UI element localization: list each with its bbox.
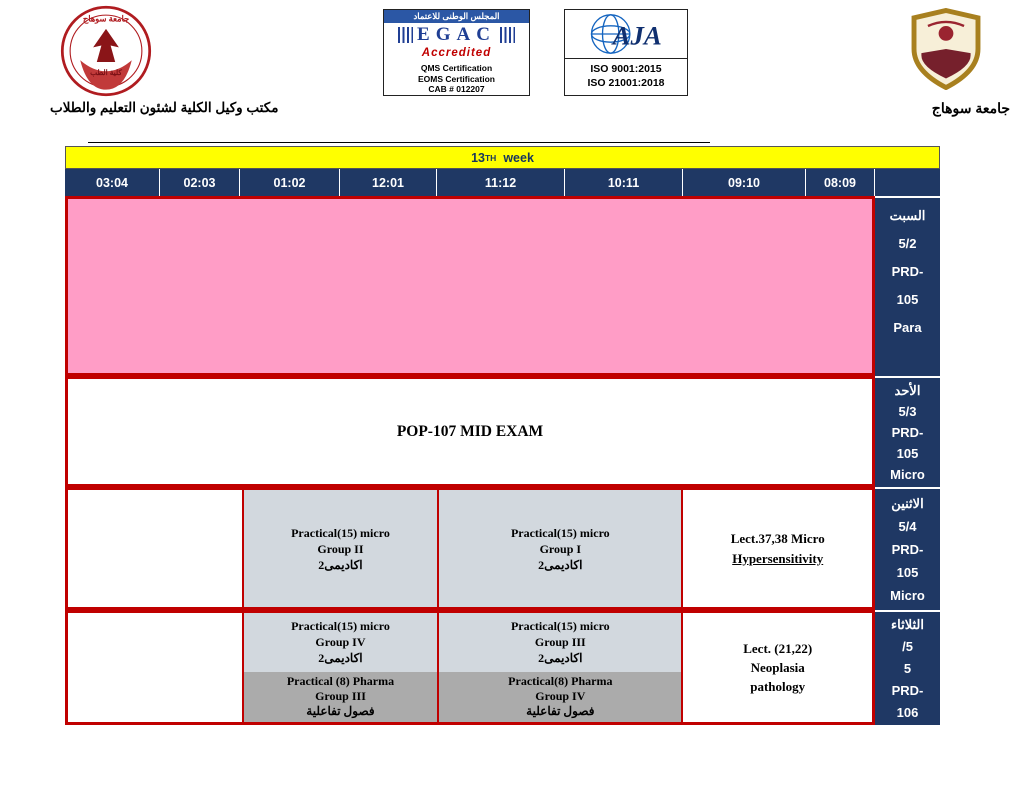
time-slot-0809: 08:09	[806, 169, 875, 196]
saturday-pink-block	[65, 196, 875, 376]
cell-line: اكاديمى2	[318, 557, 363, 572]
cell-line: Lect.37,38 Micro	[730, 530, 825, 546]
cell-line: Hypersensitivity	[732, 550, 824, 566]
seal-bottom-text: كلية الطب	[90, 67, 122, 77]
time-slot-1011: 10:11	[565, 169, 683, 196]
cell-line: Group III	[315, 689, 366, 704]
day-line: 106	[896, 705, 919, 720]
tuesday-practical-group4-cell	[242, 613, 438, 672]
egac-cert-line: EOMS Certification	[418, 73, 495, 84]
day-line: 105	[896, 446, 919, 461]
egac-arabic-band: المجلس الوطنى للاعتماد	[384, 10, 529, 23]
week-number: 13	[471, 150, 485, 165]
monday-content	[65, 487, 875, 610]
aja-name: AJA	[612, 20, 662, 51]
day-cell-monday	[875, 487, 940, 610]
monday-practical-group1-cell	[437, 490, 681, 607]
tuesday-lecture-cell	[681, 613, 872, 722]
cell-line: Neoplasia	[750, 660, 805, 675]
time-slot-0910: 09:10	[683, 169, 806, 196]
time-slot-1201: 12:01	[340, 169, 437, 196]
week-word: week	[503, 150, 534, 165]
day-line: 5/3	[898, 404, 917, 419]
cell-line: Group III	[534, 635, 586, 650]
egac-name: EGAC	[417, 24, 496, 45]
egac-cert-line: CAB # 012207	[428, 84, 485, 94]
cell-line: Group II	[317, 541, 364, 556]
row-sunday	[65, 376, 940, 487]
day-cell-tuesday	[875, 610, 940, 725]
cell-line: Practical(15) micro	[510, 619, 610, 634]
cell-line: اكاديمى2	[538, 651, 583, 666]
day-line: الاثنين	[891, 496, 924, 511]
seal-top-text: جامعة سوهاج	[82, 14, 130, 24]
university-name: جامعة سوهاج	[931, 100, 1010, 116]
tuesday-practical-group3-cell	[437, 613, 681, 672]
iso-line: ISO 9001:2015	[590, 63, 662, 75]
cell-line: Group IV	[535, 689, 586, 704]
monday-practical-group2-cell	[242, 490, 438, 607]
day-line: 105	[896, 292, 919, 307]
day-line: السبت	[889, 208, 926, 223]
cell-line: Practical(8) Pharma	[508, 674, 613, 689]
day-cell-saturday	[875, 196, 940, 376]
globe-icon	[567, 11, 685, 57]
aja-globe	[565, 10, 687, 58]
day-cell-sunday	[875, 376, 940, 487]
cell-line: Practical (8) Pharma	[286, 674, 395, 689]
time-slot-0203: 02:03	[160, 169, 240, 196]
faculty-seal-icon	[58, 5, 154, 97]
tuesday-content	[65, 610, 875, 725]
day-line: PRD-	[891, 425, 924, 440]
week-banner	[65, 146, 940, 169]
tuesday-pharma-group3-cell	[242, 672, 438, 722]
day-line: الأحد	[894, 383, 921, 398]
egac-accredited-label: Accredited	[421, 47, 492, 59]
week-ordinal: TH	[484, 152, 497, 163]
divider-line	[88, 142, 710, 143]
tuesday-pharma-group4-cell	[437, 672, 681, 722]
empty-cell	[68, 613, 242, 722]
row-saturday	[65, 196, 940, 376]
sunday-exam-cell: POP-107 MID EXAM	[65, 376, 875, 487]
cell-line: Lect. (21,22)	[743, 641, 813, 656]
cell-line: Practical(15) micro	[510, 525, 610, 540]
time-slot-1112: 11:12	[437, 169, 565, 196]
aja-logo	[564, 9, 688, 96]
aja-iso-box	[565, 58, 687, 90]
egac-stripes-right-icon	[500, 27, 515, 43]
day-line: PRD-	[891, 264, 924, 279]
egac-stripes-left-icon	[398, 27, 413, 43]
cell-line: Group IV	[315, 635, 366, 650]
day-line: 5/2	[898, 236, 917, 251]
egac-name-row	[384, 23, 529, 47]
time-slot-0102: 01:02	[240, 169, 340, 196]
time-header-row	[65, 169, 940, 196]
cell-line: pathology	[750, 679, 806, 694]
time-slot-0304: 03:04	[65, 169, 160, 196]
day-line: Para	[893, 320, 922, 335]
cell-line: فصول تفاعلية	[526, 704, 595, 719]
egac-cert-lines	[384, 61, 529, 95]
day-column-header	[875, 169, 940, 196]
day-line: /5	[902, 639, 913, 654]
cell-line: Practical(15) micro	[291, 525, 390, 540]
cell-line: فصول تفاعلية	[306, 704, 375, 719]
faculty-seal-logo	[58, 5, 154, 102]
row-tuesday	[65, 610, 940, 725]
cell-line: اكاديمى2	[318, 651, 363, 666]
day-line: PRD-	[891, 683, 924, 698]
shield-icon	[903, 8, 989, 90]
egac-logo	[383, 9, 530, 96]
day-line: 5	[903, 661, 912, 676]
university-shield-logo	[903, 8, 989, 95]
day-line: Micro	[890, 467, 925, 482]
day-line: 105	[896, 565, 919, 580]
day-line: الثلاثاء	[891, 617, 924, 632]
office-title: مكتب وكيل الكلية لشئون التعليم والطلاب	[50, 100, 279, 115]
day-line: 5/4	[898, 519, 917, 534]
monday-lecture-cell	[681, 490, 872, 607]
egac-cert-line: QMS Certification	[420, 63, 493, 73]
cell-line: Group I	[539, 541, 582, 556]
iso-line: ISO 21001:2018	[587, 77, 665, 89]
row-monday	[65, 487, 940, 610]
cell-line: اكاديمى2	[538, 557, 583, 572]
day-line: Micro	[890, 588, 925, 603]
cell-line: Practical(15) micro	[291, 619, 390, 634]
empty-cell	[68, 490, 242, 607]
day-line: PRD-	[891, 542, 924, 557]
